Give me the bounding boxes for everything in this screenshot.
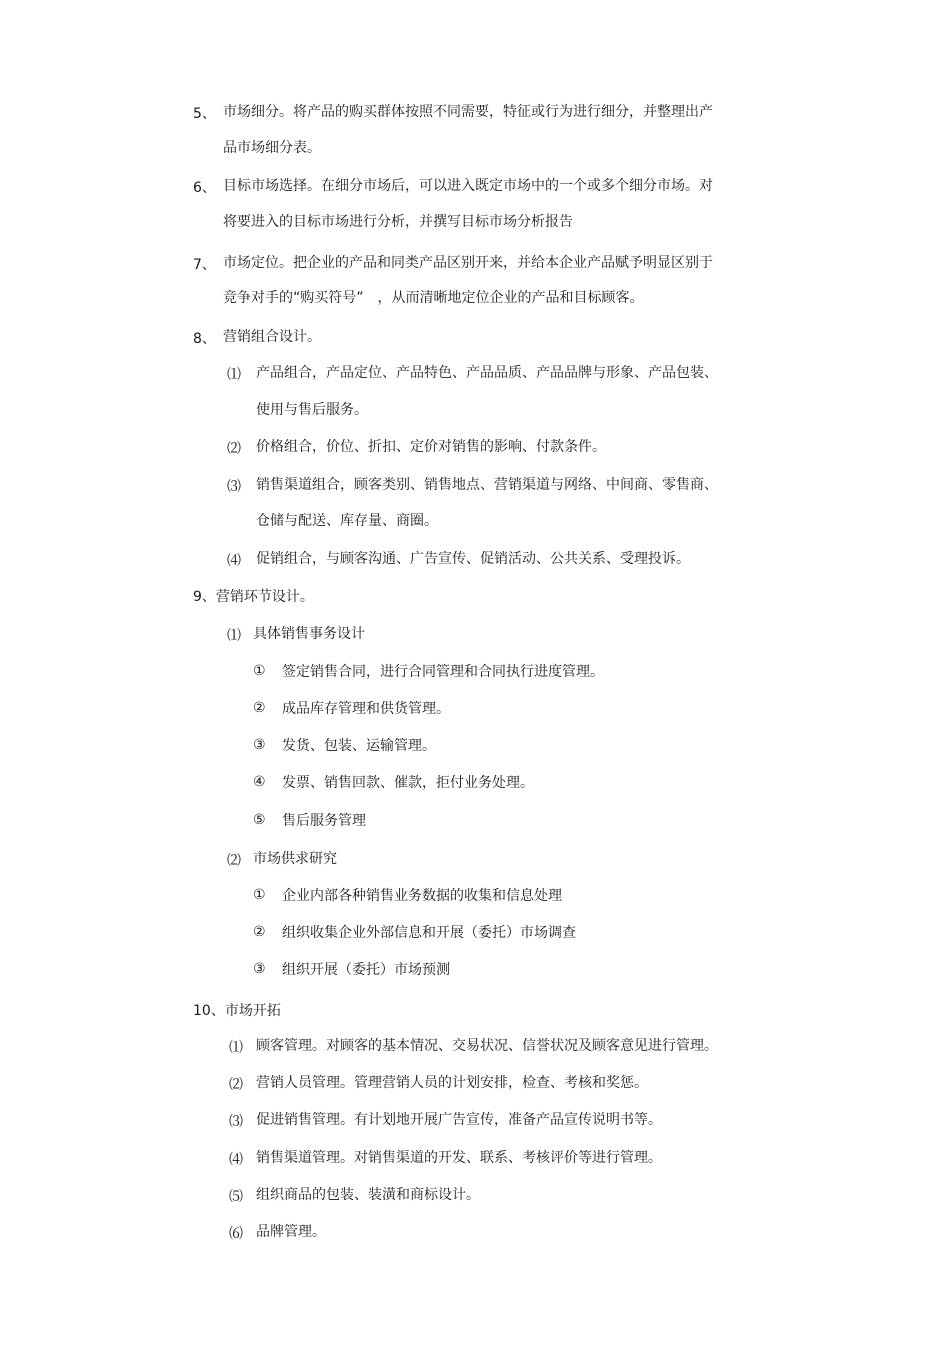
sub-item-number: ⑸ xyxy=(229,1189,243,1205)
sub-item-number: ⑴ xyxy=(229,1040,243,1056)
list-item-text: 售后服务管理 xyxy=(282,813,366,829)
sub-item-number: ⑵ xyxy=(229,1077,243,1093)
item-number: 5、 xyxy=(193,106,216,122)
item-text-line: 竞争对手的“购买符号” ，从而清晰地定位企业的产品和目标顾客。 xyxy=(223,290,644,306)
circle-number: ② xyxy=(253,924,266,940)
circle-number: ④ xyxy=(253,774,266,790)
list-item-text: 组织开展（委托）市场预测 xyxy=(282,962,450,978)
item-number: 6、 xyxy=(193,180,216,196)
list-item-text: 签定销售合同，进行合同管理和合同执行进度管理。 xyxy=(282,664,604,680)
sub-item-text-line: 销售渠道管理。对销售渠道的开发、联系、考核评价等进行管理。 xyxy=(256,1150,662,1166)
sub-item-text-line: 销售渠道组合，顾客类别、销售地点、营销渠道与网络、中间商、零售商、 xyxy=(256,477,718,493)
sub-item-text-line: 组织商品的包装、装潢和商标设计。 xyxy=(256,1187,480,1203)
list-item-text: 组织收集企业外部信息和开展（委托）市场调查 xyxy=(282,925,576,941)
sub-item-text-line: 价格组合，价位、折扣、定价对销售的影响、付款条件。 xyxy=(256,439,606,455)
circle-number: ③ xyxy=(253,737,266,753)
list-item-text: 发票、销售回款、催款，拒付业务处理。 xyxy=(282,775,534,791)
circle-number: ① xyxy=(253,663,266,679)
item-number: 7、 xyxy=(193,257,216,273)
sub-item-number: ⑶ xyxy=(227,479,241,495)
sub-item-text-line: 顾客管理。对顾客的基本情况、交易状况、信誉状况及顾客意见进行管理。 xyxy=(256,1038,718,1054)
sub-item-number: ⑶ xyxy=(229,1114,243,1130)
sub-item-text-line: 具体销售事务设计 xyxy=(253,626,365,642)
list-item-text: 发货、包装、运输管理。 xyxy=(282,738,436,754)
item-text-line: 市场定位。把企业的产品和同类产品区别开来，并给本企业产品赋予明显区别于 xyxy=(223,255,713,271)
item-text-line: 品市场细分表。 xyxy=(223,140,321,156)
item-number: 8、 xyxy=(193,331,216,347)
sub-item-number: ⑷ xyxy=(227,553,241,569)
sub-item-text-line: 市场供求研究 xyxy=(253,851,337,867)
section-9-heading: 9、营销环节设计。 xyxy=(193,589,314,605)
circle-number: ⑤ xyxy=(253,812,266,828)
sub-item-text-line: 促进销售管理。有计划地开展广告宣传，准备产品宣传说明书等。 xyxy=(256,1112,662,1128)
sub-item-number: ⑷ xyxy=(229,1152,243,1168)
item-text-line: 目标市场选择。在细分市场后，可以进入既定市场中的一个或多个细分市场。对 xyxy=(223,178,713,194)
sub-item-number: ⑴ xyxy=(227,367,241,383)
sub-item-number: ⑵ xyxy=(227,441,241,457)
list-item-text: 企业内部各种销售业务数据的收集和信息处理 xyxy=(282,888,562,904)
sub-item-number: ⑵ xyxy=(227,853,241,869)
circle-number: ① xyxy=(253,887,266,903)
sub-item-text-line: 使用与售后服务。 xyxy=(256,402,368,418)
sub-item-text-line: 营销人员管理。管理营销人员的计划安排，检查、考核和奖惩。 xyxy=(256,1075,648,1091)
sub-item-number: ⑹ xyxy=(229,1226,243,1242)
circle-number: ② xyxy=(253,700,266,716)
sub-item-text-line: 产品组合，产品定位、产品特色、产品品质、产品品牌与形象、产品包装、 xyxy=(256,365,718,381)
sub-item-number: ⑴ xyxy=(227,628,241,644)
sub-item-text-line: 促销组合，与顾客沟通、广告宣传、促销活动、公共关系、受理投诉。 xyxy=(256,551,690,567)
section-10-heading: 10、市场开拓 xyxy=(193,1003,281,1019)
item-text-line: 将要进入的目标市场进行分析，并撰写目标市场分析报告 xyxy=(223,214,573,230)
sub-item-text-line: 品牌管理。 xyxy=(256,1224,326,1240)
list-item-text: 成品库存管理和供货管理。 xyxy=(282,701,450,717)
item-text-line: 营销组合设计。 xyxy=(223,329,321,345)
sub-item-text-line: 仓储与配送、库存量、商圈。 xyxy=(256,513,438,529)
item-text-line: 市场细分。将产品的购买群体按照不同需要，特征或行为进行细分，并整理出产 xyxy=(223,104,713,120)
circle-number: ③ xyxy=(253,961,266,977)
